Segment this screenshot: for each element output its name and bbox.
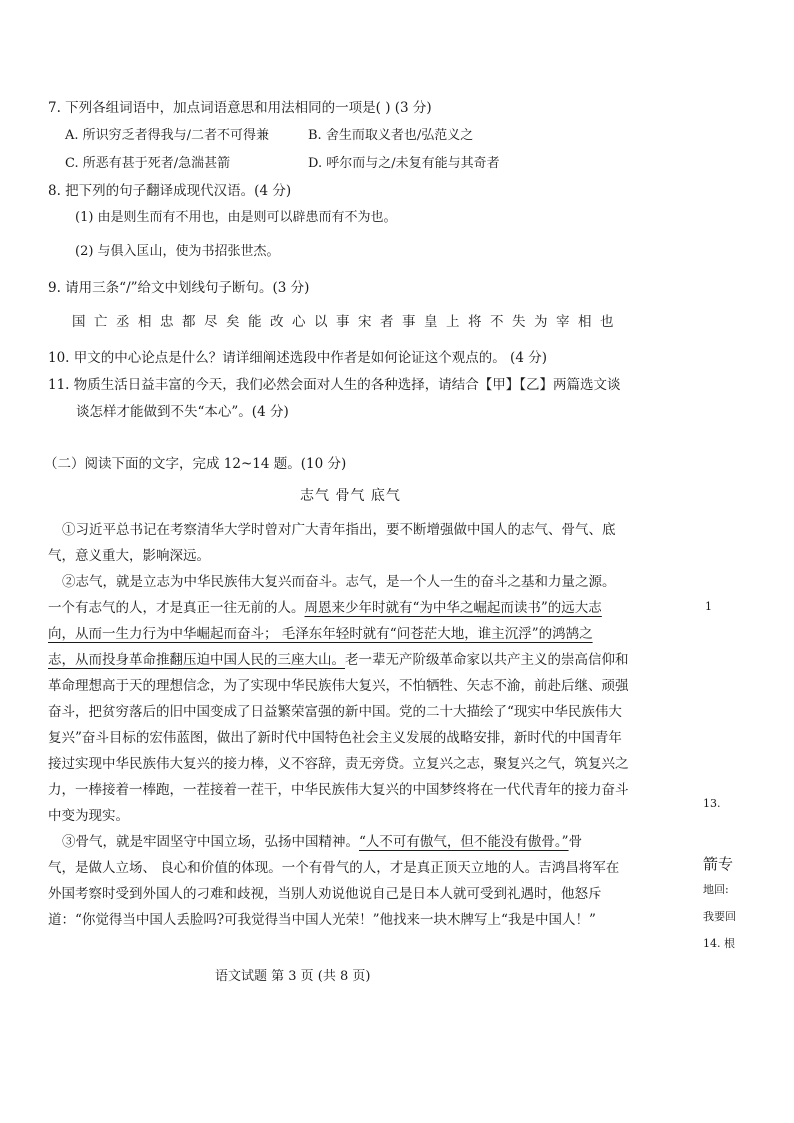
margin-number-1: 1: [705, 600, 712, 613]
margin-text-di: 地回:: [703, 883, 729, 896]
q11-line-1: 11. 物质生活日益丰富的今天，我们必然会面对人生的各种选择，请结合【甲】【乙】两篇选文谈: [48, 377, 621, 393]
para2-line: [48, 595, 628, 621]
q8-sentence-2: (2) 与俱入匡山，使为书招张世杰。: [75, 244, 280, 259]
margin-number-14: 14. 根: [703, 937, 735, 950]
margin-text-wo: 我要回: [703, 910, 736, 923]
q7-option-b: B. 舍生而取义者也/弘范义之: [308, 128, 474, 143]
q10-stem: 10. 甲文的中心论点是什么？请详细阐述选段中作者是如何论证这个观点的。 (4 分): [48, 350, 547, 366]
para2-text: 老一辈无产阶级革命家以共产主义的崇高信仰和: [345, 652, 629, 668]
para2-line: 复兴”奋斗目标的宏伟蓝图，做出了新时代中国特色社会主义发展的战略安排，新时代的中国青年: [48, 730, 622, 746]
para1-line: ①习近平总书记在考察清华大学时曾对广大青年指出，要不断增强做中国人的志气、骨气、底: [62, 522, 616, 538]
q8-sentence-1: (1) 由是则生而有不用也，由是则可以辟患而有不为也。: [75, 210, 397, 225]
article-title: 志气 骨气 底气: [300, 488, 401, 504]
para2-line: 中变为现实。: [48, 808, 129, 824]
q7-option-a: A. 所识穷乏者得我与/二者不可得兼: [65, 128, 270, 143]
para3-line: 道：“你觉得当中国人丢脸吗?可我觉得当中国人光荣！”他找来一块木牌写上“我是中国人！”: [48, 912, 596, 928]
page-footer: 语文试题 第 3 页 (共 8 页): [215, 969, 371, 984]
margin-number-13: 13.: [703, 797, 721, 810]
para2-line: ②志气，就是立志为中华民族伟大复兴而奋斗。志气，是一个人一生的奋斗之基和力量之源。: [62, 574, 616, 590]
para3-line: 气，是做人立场、 良心和价值的体现。一个有骨气的人，才是真正顶天立地的人。吉鸿昌将军在: [48, 860, 620, 876]
q11-line-2: 谈怎样才能做到不失“本心”。(4 分): [76, 404, 289, 420]
underlined-quote: “人不可有傲气，但不能没有傲骨。”: [359, 834, 569, 850]
para3-line: 外国考察时受到外国人的刁难和歧视，当别人劝说他说自己是日本人就可受到礼遇时，他怒斥: [48, 886, 602, 902]
q7-option-d: D. 呼尔而与之/未复有能与其奇者: [308, 156, 500, 171]
article-body: [48, 517, 628, 933]
underlined-sentence: 周恩来少年时就有“为中华之崛起而读书”的远大志: [304, 600, 602, 616]
section-heading: （二）阅读下面的文字，完成 12~14 题。(10 分): [44, 456, 347, 472]
para3-line: [48, 829, 628, 855]
q9-stem: 9. 请用三条“/”给文中划线句子断句。(3 分): [48, 280, 310, 296]
para2-line: 接过实现中华民族伟大复兴的接力棒，义不容辞，责无旁贷。立复兴之志，聚复兴之气，筑复兴之: [48, 756, 629, 772]
underlined-sentence: 向，从而一生力行为中华崛起而奋斗； 毛泽东年轻时就有“问苍茫大地，谁主沉浮”的鸿鹄之: [48, 626, 593, 642]
para3-text: 骨: [568, 834, 583, 850]
para2-line: 奋斗，把贫穷落后的旧中国变成了日益繁荣富强的新中国。党的二十大描绘了“现实中华民族伟大: [48, 704, 622, 720]
para1-line: 气，意义重大，影响深远。: [48, 548, 210, 564]
q7-option-c: C. 所恶有甚于死者/急湍甚箭: [65, 156, 231, 171]
para2-line: 力，一棒接着一棒跑，一茬接着一茬干，中华民族伟大复兴的中国梦终将在一代代青年的接力奋斗: [48, 782, 629, 798]
q9-sentence: 国亡丞相忠都尽矣能改心以事宋者事皇上将不失为宰相也: [72, 314, 622, 330]
para3-text: ③骨气，就是牢固坚守中国立场，弘扬中国精神。: [62, 834, 359, 850]
q8-stem: 8. 把下列的句子翻译成现代汉语。(4 分): [48, 183, 292, 199]
margin-text-jian: 箭专: [703, 855, 734, 873]
q7-stem: 7. 下列各组词语中，加点词语意思和用法相同的一项是( ) (3 分): [48, 100, 432, 116]
para2-text: 一个有志气的人，才是真正一往无前的人。: [48, 600, 305, 616]
underlined-sentence: 志，从而投身革命推翻压迫中国人民的三座大山。: [48, 652, 345, 668]
para2-line: [48, 647, 628, 673]
para2-line: 革命理想高于天的理想信念，为了实现中华民族伟大复兴，不怕牺牲、矢志不渝，前赴后继、顽强: [48, 678, 629, 694]
